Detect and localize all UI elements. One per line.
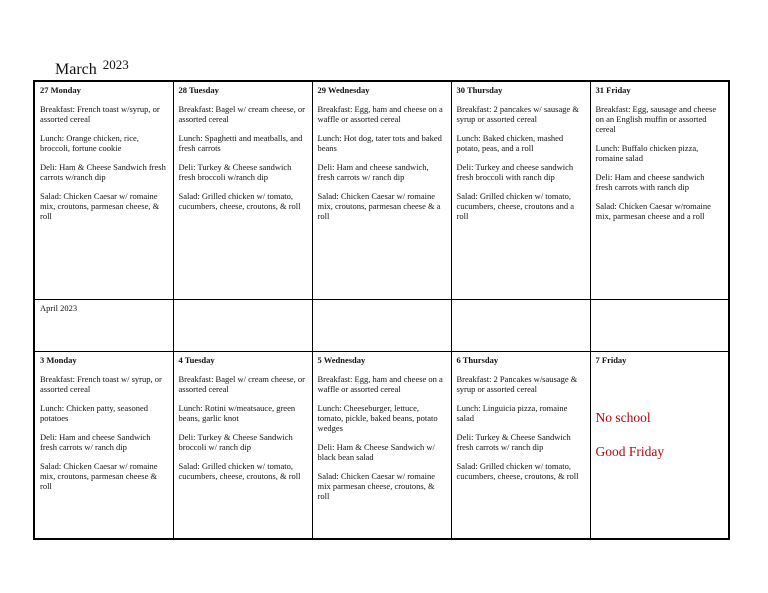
breakfast-item: Breakfast: Egg, sausage and cheese on an English muffin or assorted cereal (595, 104, 717, 134)
deli-item: Deli: Ham and cheese Sandwich fresh carrots w/ ranch dip (40, 431, 151, 452)
march-year: 2023 (102, 57, 129, 72)
salad-item: Salad: Chicken Caesar w/ romaine mix, croutons, parmesan cheese & a roll (317, 191, 441, 221)
lunch-item: Lunch: Buffalo chicken pizza, romaine salad (595, 143, 699, 163)
week-row-april (34, 351, 729, 539)
salad-item: Salad: Grilled chicken w/ tomato, cucumbers, cheese, croutons, & roll (178, 460, 301, 481)
deli-item: Deli: Turkey & Cheese Sandwich fresh carrots w/ ranch dip (456, 431, 571, 452)
day-cell-30-thursday (451, 81, 590, 299)
breakfast-item: Breakfast: French toast w/ syrup, or assorted cereal (40, 373, 162, 394)
deli-item: Deli: Turkey & Cheese sandwich fresh broccoli w/ranch dip (178, 162, 292, 182)
breakfast-item: Breakfast: French toast w/syrup, or assorted cereal (40, 104, 160, 124)
breakfast-item: Breakfast: Egg, ham and cheese on a waffle or assorted cereal (317, 373, 443, 394)
day-header: 7 Friday (595, 354, 627, 365)
breakfast-item: Breakfast: 2 pancakes w/ sausage & syrup or assorted cereal (456, 104, 579, 124)
day-header: 4 Tuesday (178, 354, 215, 365)
march-title (55, 57, 129, 80)
breakfast-item: Breakfast: Egg, ham and cheese on a waffle or assorted cereal (317, 104, 443, 124)
day-header: 27 Monday (40, 85, 81, 95)
empty-cell (590, 299, 729, 351)
day-cell-5-wednesday (312, 351, 451, 539)
breakfast-item: Breakfast: Bagel w/ cream cheese, or assorted cereal (178, 373, 305, 394)
day-header: 6 Thursday (456, 354, 499, 365)
lunch-menu-calendar (33, 80, 730, 540)
lunch-item: Lunch: Linguicia pizza, romaine salad (456, 402, 568, 423)
holiday-notice: Good Friday (595, 443, 665, 459)
day-header: 3 Monday (40, 354, 77, 365)
no-school-notice: No school (595, 409, 651, 425)
salad-item: Salad: Chicken Caesar w/ romaine mix, croutons, parmesan cheese & roll (40, 460, 158, 491)
salad-item: Salad: Grilled chicken w/ tomato, cucumbers, cheese, croutons, & roll (456, 460, 579, 481)
month-divider-row (34, 299, 729, 351)
lunch-item: Lunch: Baked chicken, mashed potato, peas, and a roll (456, 133, 564, 153)
salad-item: Salad: Grilled chicken w/ tomato, cucumbers, cheese, croutons, & roll (178, 191, 301, 211)
deli-item: Deli: Turkey and cheese sandwich fresh broccoli with ranch dip (456, 162, 574, 182)
lunch-item: Lunch: Rotini w/meatsauce, green beans, garlic knot (178, 402, 296, 423)
breakfast-item: Breakfast: Bagel w/ cream cheese, or assorted cereal (178, 104, 305, 124)
empty-cell (312, 299, 451, 351)
empty-cell (173, 299, 312, 351)
day-header: 31 Friday (595, 85, 631, 95)
day-header: 29 Wednesday (317, 85, 370, 95)
lunch-item: Lunch: Cheeseburger, lettuce, tomato, pickle, baked beans, potato wedges (317, 402, 438, 433)
lunch-item: Lunch: Hot dog, tater tots and baked beans (317, 133, 442, 153)
day-cell-3-monday (34, 351, 173, 539)
deli-item: Deli: Ham & Cheese Sandwich fresh carrots w/ranch dip (40, 162, 166, 182)
salad-item: Salad: Chicken Caesar w/ romaine mix, croutons, parmesan cheese, & roll (40, 191, 160, 221)
deli-item: Deli: Ham and cheese sandwich fresh carrots with ranch dip (595, 172, 705, 192)
lunch-item: Lunch: Spaghetti and meatballs, and fresh carrots (178, 133, 303, 153)
day-cell-29-wednesday (312, 81, 451, 299)
day-cell-4-tuesday (173, 351, 312, 539)
salad-item: Salad: Chicken Caesar w/ romaine mix parmesan cheese, croutons, & roll (317, 470, 436, 501)
day-cell-31-friday (590, 81, 729, 299)
lunch-item: Lunch: Chicken patty, seasoned potatoes (40, 402, 149, 423)
deli-item: Deli: Ham and cheese sandwich, fresh carrots w/ ranch dip (317, 162, 429, 182)
week-row-march (34, 81, 729, 299)
march-label: March (55, 61, 97, 78)
deli-item: Deli: Turkey & Cheese Sandwich broccoli w/ ranch dip (178, 431, 293, 452)
day-header: 5 Wednesday (317, 354, 366, 365)
day-cell-27-monday (34, 81, 173, 299)
salad-item: Salad: Grilled chicken w/ tomato, cucumbers, cheese, croutons and a roll (456, 191, 575, 221)
april-title: April 2023 (34, 299, 173, 351)
lunch-item: Lunch: Orange chicken, rice, broccoli, fortune cookie (40, 133, 139, 153)
empty-cell (451, 299, 590, 351)
deli-item: Deli: Ham & Cheese Sandwich w/ black bean salad (317, 441, 435, 462)
day-cell-7-friday (590, 351, 729, 539)
salad-item: Salad: Chicken Caesar w/romaine mix, parmesan cheese and a roll (595, 201, 711, 221)
day-cell-28-tuesday (173, 81, 312, 299)
day-header: 30 Thursday (456, 85, 503, 95)
breakfast-item: Breakfast: 2 Pancakes w/sausage & syrup or assorted cereal (456, 373, 578, 394)
day-cell-6-thursday (451, 351, 590, 539)
day-header: 28 Tuesday (178, 85, 219, 95)
